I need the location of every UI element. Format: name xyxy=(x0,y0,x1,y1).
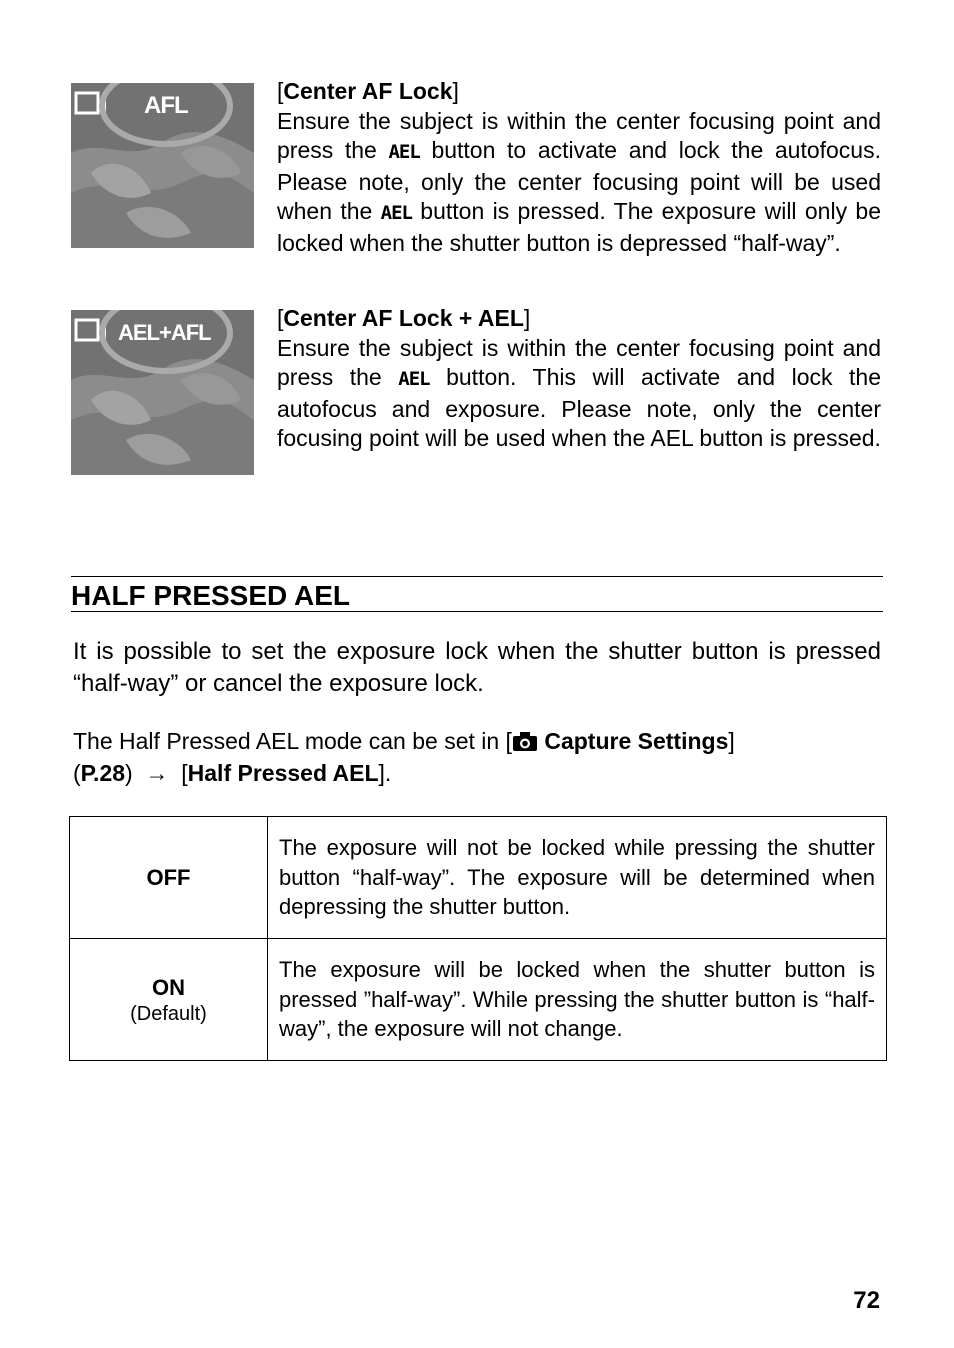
bracket-close: ] xyxy=(728,728,735,754)
entry-text-part: button. This will activate and lock the autofocus and exposure. Please note, only the center focusing point will be used when the AEL button is pressed. xyxy=(277,364,881,451)
menu-path-paragraph: The Half Pressed AEL mode can be set in [ Capture Settings] (P.28) → [Half Pressed AEL]. xyxy=(73,728,735,786)
ael-afl-screen-thumbnail xyxy=(71,310,254,475)
ael-button-glyph: AEL xyxy=(388,141,420,163)
entry-text-part: button is pressed. The exposure will only be locked when the shutter button is depressed “half-way”. xyxy=(277,198,881,256)
option-name-cell xyxy=(70,939,268,1061)
afl-screen-thumbnail xyxy=(71,83,254,248)
entry-title: Center AF Lock xyxy=(283,78,453,104)
camera-icon xyxy=(512,731,538,752)
option-name: OFF xyxy=(146,864,191,890)
half-pressed-ael-item: Half Pressed AEL xyxy=(187,760,379,786)
table-row xyxy=(70,939,887,1061)
option-name: ON xyxy=(152,974,185,1000)
thumb-label: AEL+AFL xyxy=(118,320,211,345)
entry-text-part: button to activate and lock the autofocus. Please note, only the center focusing point will be used when the xyxy=(277,137,881,224)
entry-title: Center AF Lock + AEL xyxy=(283,305,524,331)
page-number: 72 xyxy=(853,1287,880,1314)
option-description: The exposure will not be locked while pressing the shutter button “half-way”. The exposure will be determined when depressing the shutter button. xyxy=(268,817,887,939)
menu-path-lead: The Half Pressed AEL mode can be set in [ xyxy=(73,728,512,754)
ael-button-glyph: AEL xyxy=(398,368,430,390)
ael-button-glyph: AEL xyxy=(380,202,412,224)
page-reference[interactable]: P.28 xyxy=(80,760,126,786)
entry-description: [Center AF Lock + AEL] Ensure the subject is within the center focusing point and press the AEL button. This will activate and lock the autofocus and exposure. Please note, only the center focusing point will be used when the AEL button is pressed. xyxy=(277,305,881,451)
intro-paragraph: It is possible to set the exposure lock when the shutter button is pressed “half-way” or cancel the exposure lock. xyxy=(73,638,881,697)
arrow-icon: → xyxy=(145,760,169,786)
entry-text-part: Ensure the subject is within the center focusing point and press the xyxy=(277,334,881,390)
section-heading: HALF PRESSED AEL xyxy=(71,576,883,612)
option-default-label: (Default) xyxy=(130,1003,207,1026)
option-name-cell xyxy=(70,817,268,939)
capture-settings-label: Capture Settings xyxy=(537,728,729,754)
options-table xyxy=(69,816,887,1061)
thumb-label: AFL xyxy=(144,92,188,119)
entry-description: [Center AF Lock] Ensure the subject is within the center focusing point and press the AEL button to activate and lock the autofocus. Please note, only the center focusing point will be used when the AEL button is pressed. The exposure will only be locked when the shutter button is depressed “half-way”. xyxy=(277,78,881,256)
option-description: The exposure will be locked when the shutter button is pressed ”half-way”. While pressing the shutter button is “half-way”, the exposure will not change. xyxy=(268,939,887,1061)
table-row xyxy=(70,817,887,939)
capture-settings-link[interactable] xyxy=(512,728,728,754)
entry-text-part: Ensure the subject is within the center focusing point and press the xyxy=(277,107,881,163)
